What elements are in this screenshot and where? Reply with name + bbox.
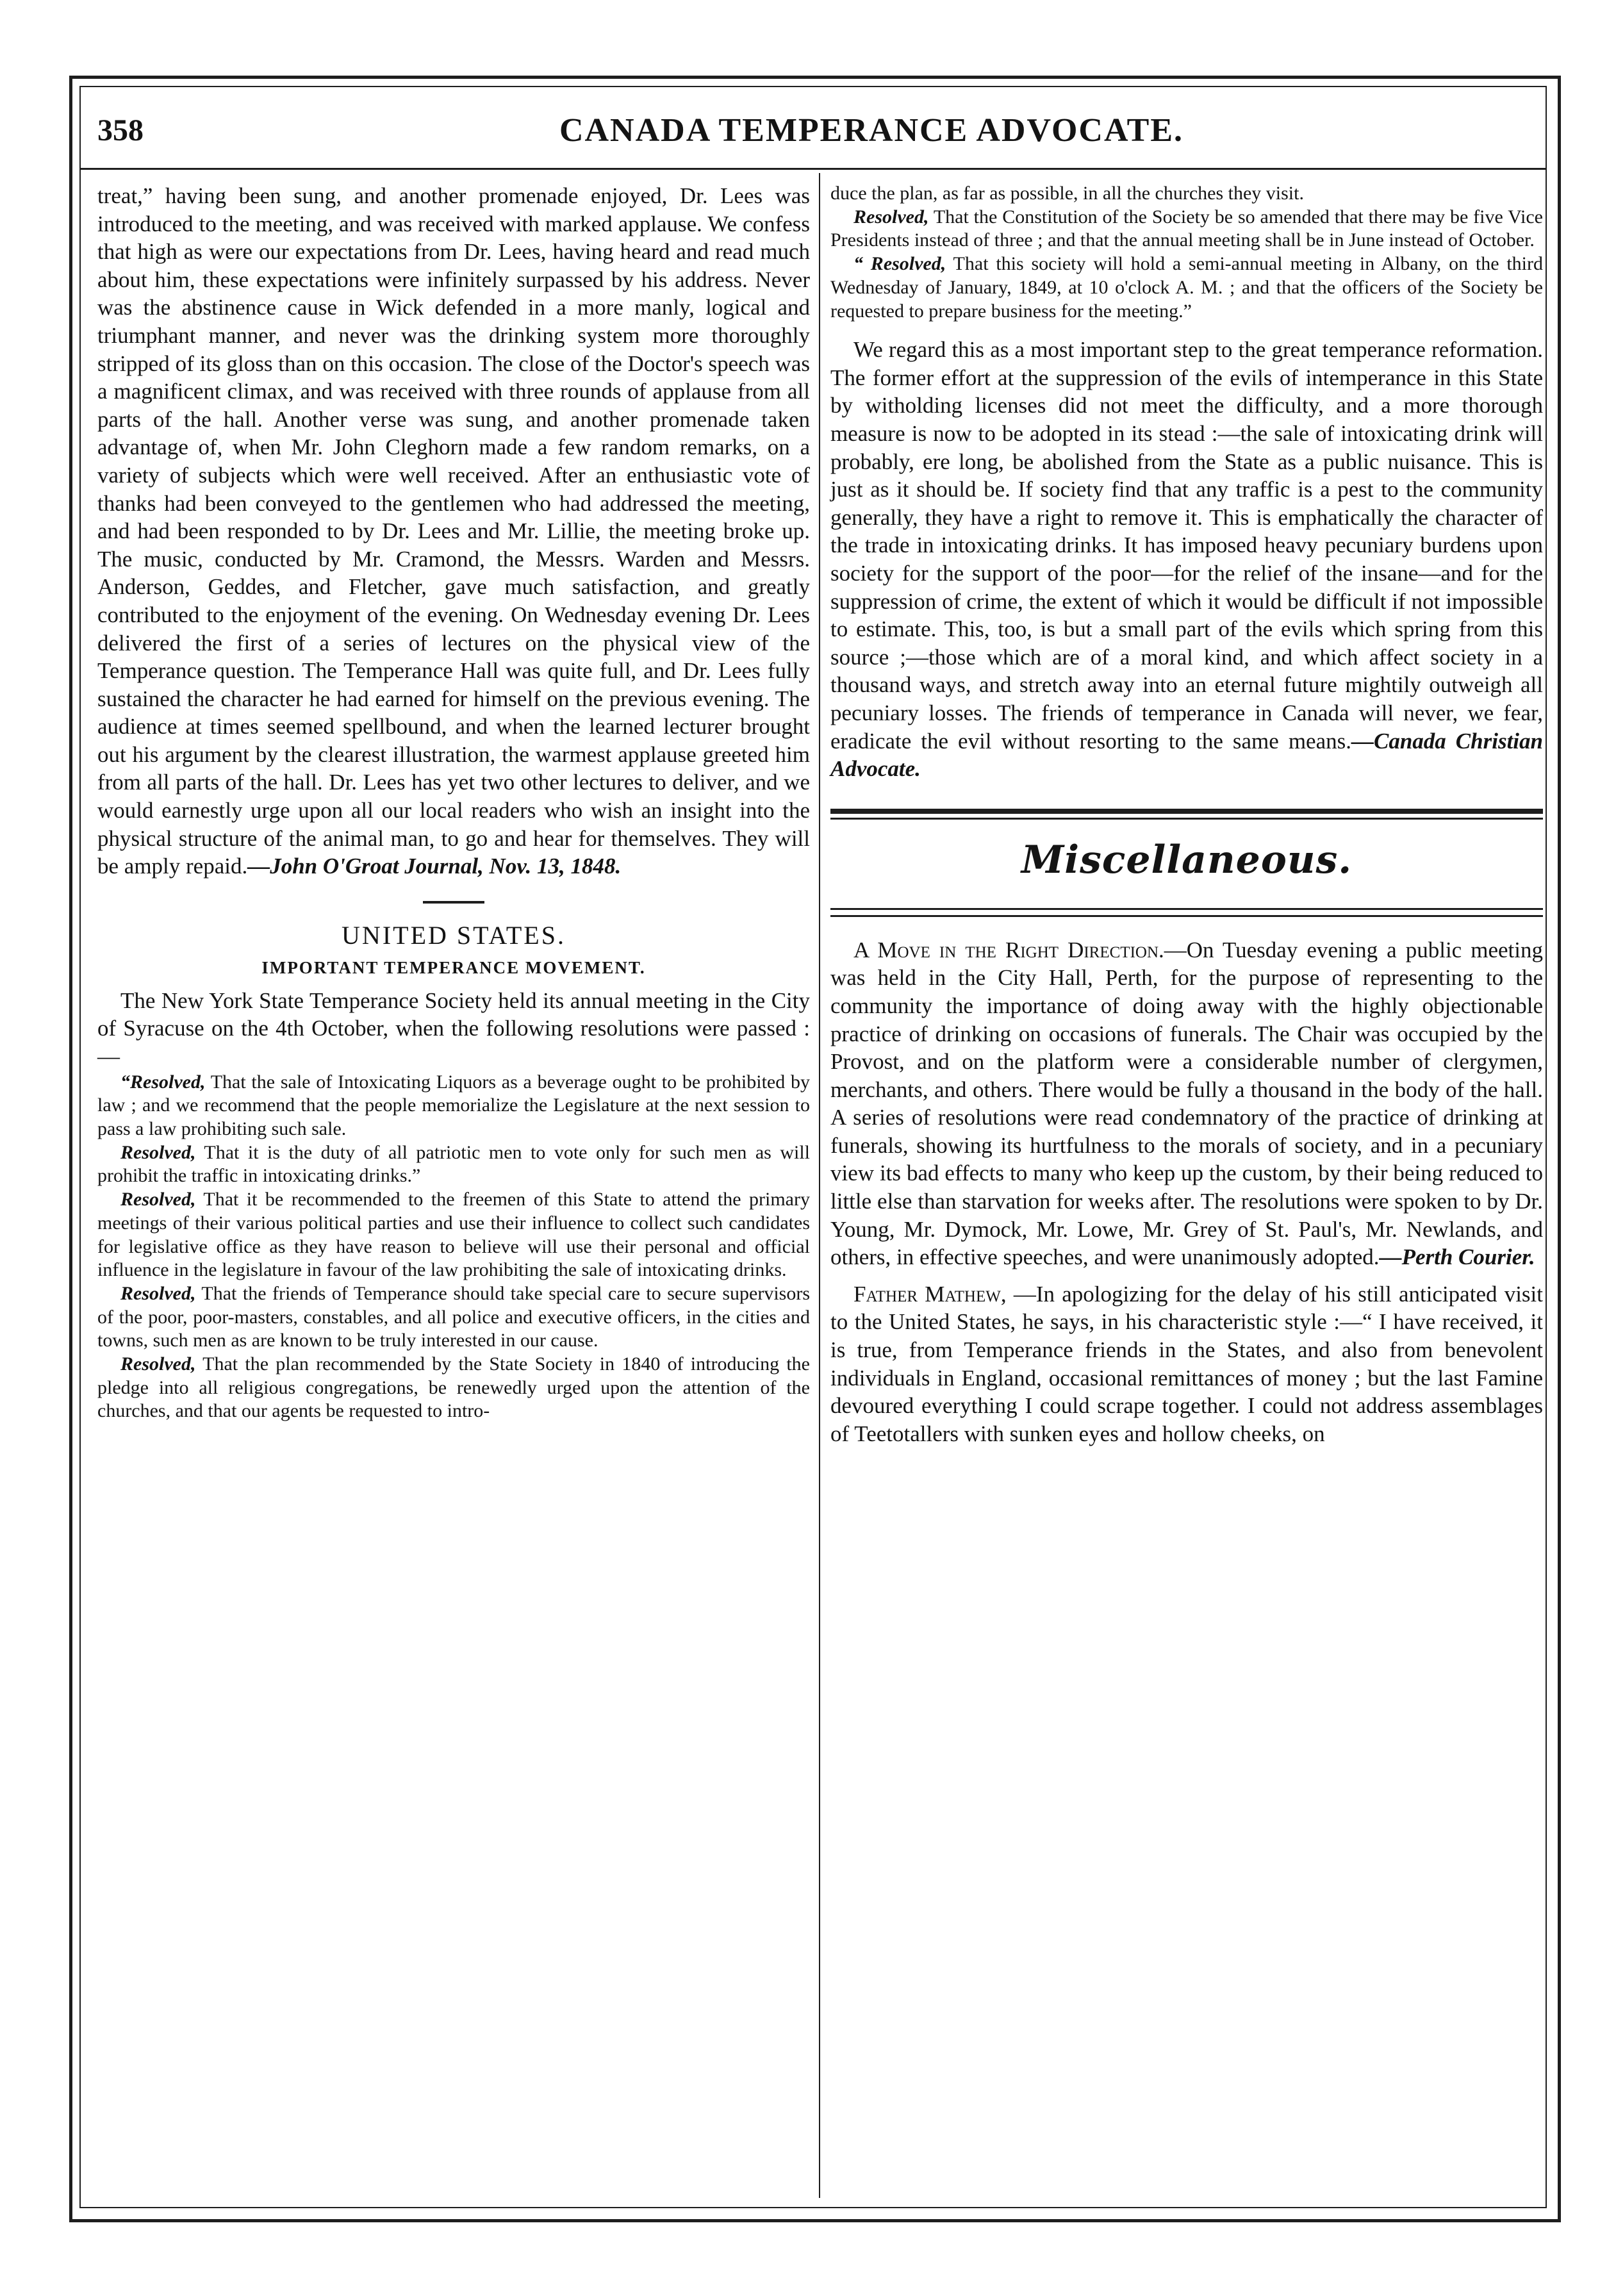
section-rule-double-bottom (830, 915, 1543, 917)
resolved-label: Resolved, (120, 1353, 196, 1375)
article-source: —John O'Groat Journal, Nov. 13, 1848. (247, 854, 622, 879)
resolution-text: That the Constitution of the Society be so amended that there may be five Vice Presidents instead of three ; and that the annual meeting shall be in June instead of October. (830, 206, 1543, 251)
resolved-label: Resolved, (120, 1141, 196, 1163)
article-text: —On Tuesday evening a public meeting was held in the City Hall, Perth, for the purpose of representing to the community the importance of doing away with the highly objectionable practice of drinking on occasions of funerals. The Chair was occupied by the Provost, and on the platform were a considerable number of clergymen, merchants, and others. There would be fully a thousand in the body of the hall. A series of resolutions were read condemnatory of the practice of drinking at funerals, showing its hurtfulness to the morals of society, and in a pecuniary view its bad effects to many who keep up the custom, by their being reduced to little else than starvation for weeks after. The resolutions were spoken to by Dr. Young, Mr. Dymock, Mr. Lowe, Mr. Grey of St. Paul's, Mr. Newlands, and others, in effective speeches, and were unanimously adopted. (830, 937, 1543, 1270)
resolution-5 (97, 1353, 810, 1423)
resolution-text: That this society will hold a semi-annual meeting in Albany, on the third Wednesday of January, 1849, at 10 o'clock A. M. ; and that the officers of the Society be requested to prepare business for the meeting.” (830, 253, 1543, 322)
resolution-5-continued: duce the plan, as far as possible, in all the churches they visit. (830, 183, 1304, 204)
resolved-label: “ Resolved, (853, 253, 946, 275)
section-rule-double-top (830, 908, 1543, 910)
resolution-6 (830, 206, 1543, 252)
resolution-text: That the friends of Temperance should take special care to secure supervisors of the poor, poor-masters, constables, and all police and executive officers, in the cities and towns, such men as are known to be truly interested in our cause. (97, 1282, 810, 1351)
left-column (97, 182, 810, 1423)
header-rule (79, 168, 1547, 170)
resolution-text: That it be recommended to the freemen of this State to attend the primary meetings of their various political parties and use their influence to collect such candidates for legislative office as they have reason to believe will use their personal and official influence in the legislature in favour of the law prohibiting the sale of intoxicating drinks. (97, 1189, 810, 1281)
article-subheading: IMPORTANT TEMPERANCE MOVEMENT. (261, 957, 646, 977)
resolution-text: That the sale of Intoxicating Liquors as a beverage ought to be prohibited by law ; and we recommend that the people memorialize the Legislature at the next session to pass a law prohibiting such sale. (97, 1071, 810, 1140)
resolved-label: Resolved, (853, 206, 929, 227)
right-column (830, 182, 1543, 1448)
column-divider (819, 173, 820, 2198)
article-text: treat,” having been sung, and another promenade enjoyed, Dr. Lees was introduced to the meeting, and was received with marked applause. We confess that high as were our expectations from Dr. Lees, having heard and read much about him, these expectations were infinitely surpassed by his address. Never was the abstinence cause in Wick defended in a more manly, logical and triumphant manner, and never was the drinking system more thoroughly stripped of its gloss than on this occasion. The close of the Doctor's speech was a magnificent climax, and was received with three rounds of applause from all parts of the hall. Another verse was sung, and another promenade taken advantage of, when Mr. John Cleghorn made a few random remarks, on a variety of subjects which were well received. After an enthusiastic vote of thanks had been conveyed to the gentlemen who had addressed the meeting, and had been responded to by Dr. Lees and Mr. Lillie, the meeting broke up. The music, conducted by Mr. Cramond, the Messrs. Warden and Messrs. Anderson, Geddes, and Fletcher, gave much satisfaction, and greatly contributed to the enjoyment of the evening. On Wednesday evening Dr. Lees delivered the first of a series of lectures on the physical view of the Temperance question. The Temperance Hall was quite full, and Dr. Lees fully sustained the character he had earned for himself on the previous evening. The audience at times seemed spellbound, and when the learned lecturer brought out his argument by the clearest illustration, the warmest applause greeted him from all parts of the hall. Dr. Lees has yet two other lectures to deliver, and we would earnestly urge upon all our local readers who wish an insight into the physical structure of the animal man, to go and hear for themselves. They will be amply repaid. (97, 183, 810, 879)
resolved-label: Resolved, (120, 1282, 196, 1304)
resolution-4 (97, 1282, 810, 1353)
article-text: —In apologizing for the delay of his still anticipated visit to the United States, he says, in his characteristic style :—“ I have received, it is true, from Temperance friends in the States, and also from benevolent individuals in England, occasional remittances of money ; but the last Famine devoured everything I could scrape together. I could not address assemblages of Teetotallers with sunken eyes and hollow cheeks, on (830, 1281, 1544, 1446)
resolution-2 (97, 1141, 810, 1188)
section-rule-thin (830, 818, 1543, 820)
article-move-right-direction (830, 936, 1543, 1271)
editorial-source: —Canada Christian Advocate. (830, 728, 1543, 782)
resolution-3 (97, 1188, 810, 1282)
section-heading-united-states: UNITED STATES. (342, 920, 566, 950)
resolution-1 (97, 1071, 810, 1141)
resolved-label: “Resolved, (120, 1071, 206, 1093)
page-number: 358 (97, 113, 144, 147)
article-lead: A Move in the Right Direction. (853, 937, 1164, 962)
editorial-text: We regard this as a most important step to the great temperance reformation. The former effort at the suppression of the evils of intemperance in this State by witholding licenses did not meet the difficulty, and a more thorough measure is now to be adopted in its stead :—the sale of intoxicating drink will probably, ere long, be abolished from the State as a public nuisance. This is just as it should be. If society find that any traffic is a pest to the community generally, they have a right to remove it. This is emphatically the character of the trade in intoxicating drinks. It has imposed heavy pecuniary burdens upon society for the support of the poor—for the relief of the insane—and for the suppression of crime, the extent of which it would be difficult if not impossible to estimate. This, too, is but a small part of the evils which spring from this source ;—those which are of a moral kind, and which affect society in a thousand ways, and stretch away into an eternal future mightily outweigh all pecuniary losses. The friends of temperance in Canada will never, we fear, eradicate the evil without resorting to the same means. (830, 337, 1543, 754)
intro-paragraph: The New York State Temperance Society held its annual meeting in the City of Syracuse on the 4th October, when the following resolutions were passed :— (97, 987, 810, 1070)
section-title-miscellaneous: Miscellaneous. (1021, 837, 1353, 882)
editorial-paragraph (830, 336, 1543, 783)
section-rule-thick (830, 809, 1543, 814)
resolution-7 (830, 252, 1543, 323)
resolved-label: Resolved, (120, 1189, 196, 1210)
resolution-text: That it is the duty of all patriotic men to vote only for such men as will prohibit the traffic in intoxicating drinks.” (97, 1141, 810, 1187)
article-separator (423, 901, 484, 904)
resolution-text: That the plan recommended by the State Society in 1840 of introducing the pledge into all religious congregations, be renewedly urged upon the attention of the churches, and that our agents be requested to intro- (97, 1353, 810, 1422)
article-father-mathew (830, 1280, 1543, 1448)
running-title: CANADA TEMPERANCE ADVOCATE. (559, 112, 1184, 149)
article-source: —Perth Courier. (1379, 1244, 1535, 1270)
article-lead: Father Mathew, (853, 1281, 1007, 1307)
article-continuation (97, 182, 810, 880)
